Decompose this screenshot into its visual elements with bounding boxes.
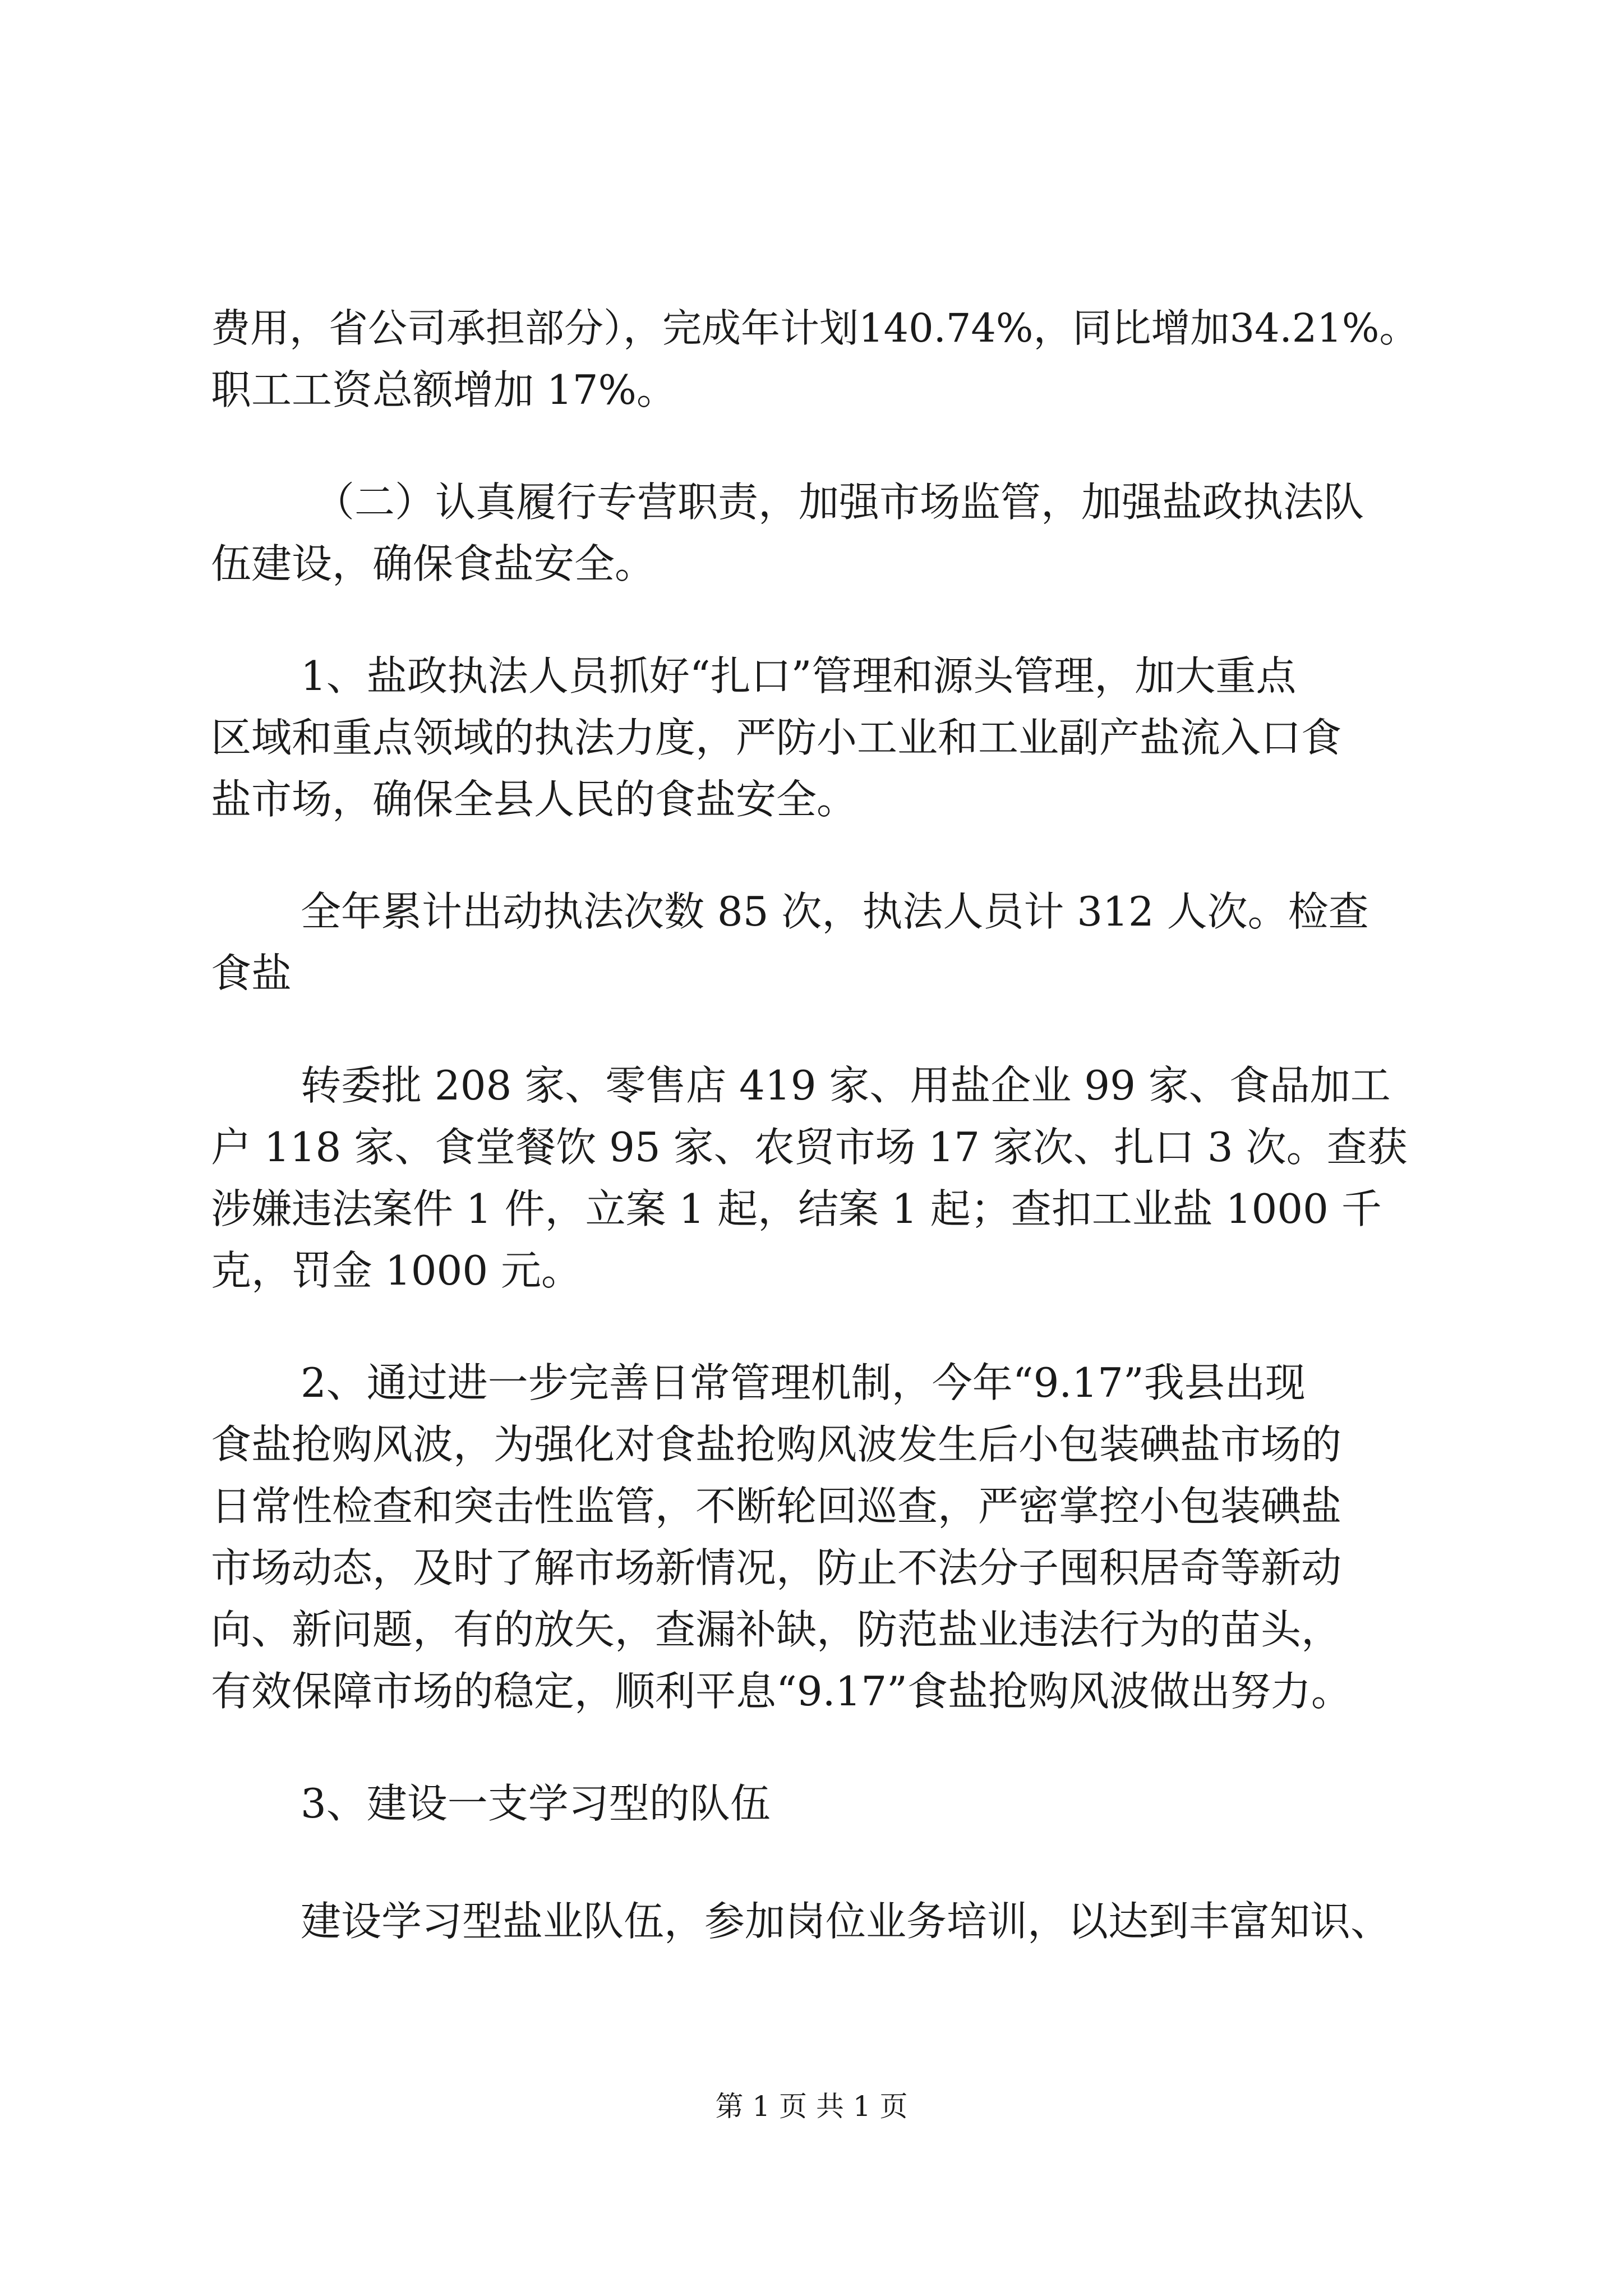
text-line: 有效保障市场的稳定，顺利平息“9.17”食盐抢购风波做出努力。 xyxy=(211,1668,1352,1715)
text-line: 全年累计出动执法次数 85 次，执法人员计 312 人次。检查 xyxy=(301,888,1369,935)
text-line: 区域和重点领域的执法力度，严防小工业和工业副产盐流入口食 xyxy=(211,714,1342,761)
text-line: 2、通过进一步完善日常管理机制，今年“9.17”我县出现 xyxy=(301,1359,1306,1406)
text-line: 向、新问题，有的放矢，查漏补缺，防范盐业违法行为的苗头， xyxy=(211,1606,1342,1653)
text-line: 户 118 家、食堂餐饮 95 家、农贸市场 17 家次、扎口 3 次。查获 xyxy=(211,1124,1408,1171)
page-footer: 第 1 页 共 1 页 xyxy=(715,2090,908,2123)
text-line: 费用，省公司承担部分），完成年计划140.74%，同比增加34.21%。 xyxy=(211,305,1419,351)
text-line: 市场动态，及时了解市场新情况，防止不法分子囤积居奇等新动 xyxy=(211,1544,1342,1591)
text-line: 涉嫌违法案件 1 件，立案 1 起，结案 1 起；查扣工业盐 1000 千 xyxy=(211,1185,1382,1232)
text-line: （二）认真履行专营职责，加强市场监管，加强盐政执法队 xyxy=(314,478,1364,526)
text-line: 克，罚金 1000 元。 xyxy=(211,1247,582,1294)
text-line: 1、盐政执法人员抓好“扎口”管理和源头管理，加大重点 xyxy=(301,652,1297,700)
text-line: 建设学习型盐业队伍，参加岗位业务培训，以达到丰富知识、 xyxy=(301,1898,1391,1945)
text-line: 日常性检查和突击性监管，不断轮回巡查，严密掌控小包装碘盐 xyxy=(211,1483,1342,1530)
text-line: 转委批 208 家、零售店 419 家、用盐企业 99 家、食品加工 xyxy=(301,1062,1391,1109)
text-line: 职工工资总额增加 17%。 xyxy=(211,366,677,413)
text-line: 3、建设一支学习型的队伍 xyxy=(301,1780,771,1827)
text-line: 盐市场，确保全县人民的食盐安全。 xyxy=(211,776,857,823)
text-line: 食盐抢购风波，为强化对食盐抢购风波发生后小包装碘盐市场的 xyxy=(211,1421,1342,1468)
text-line: 食盐 xyxy=(211,950,292,997)
text-line: 伍建设，确保食盐安全。 xyxy=(211,540,656,587)
